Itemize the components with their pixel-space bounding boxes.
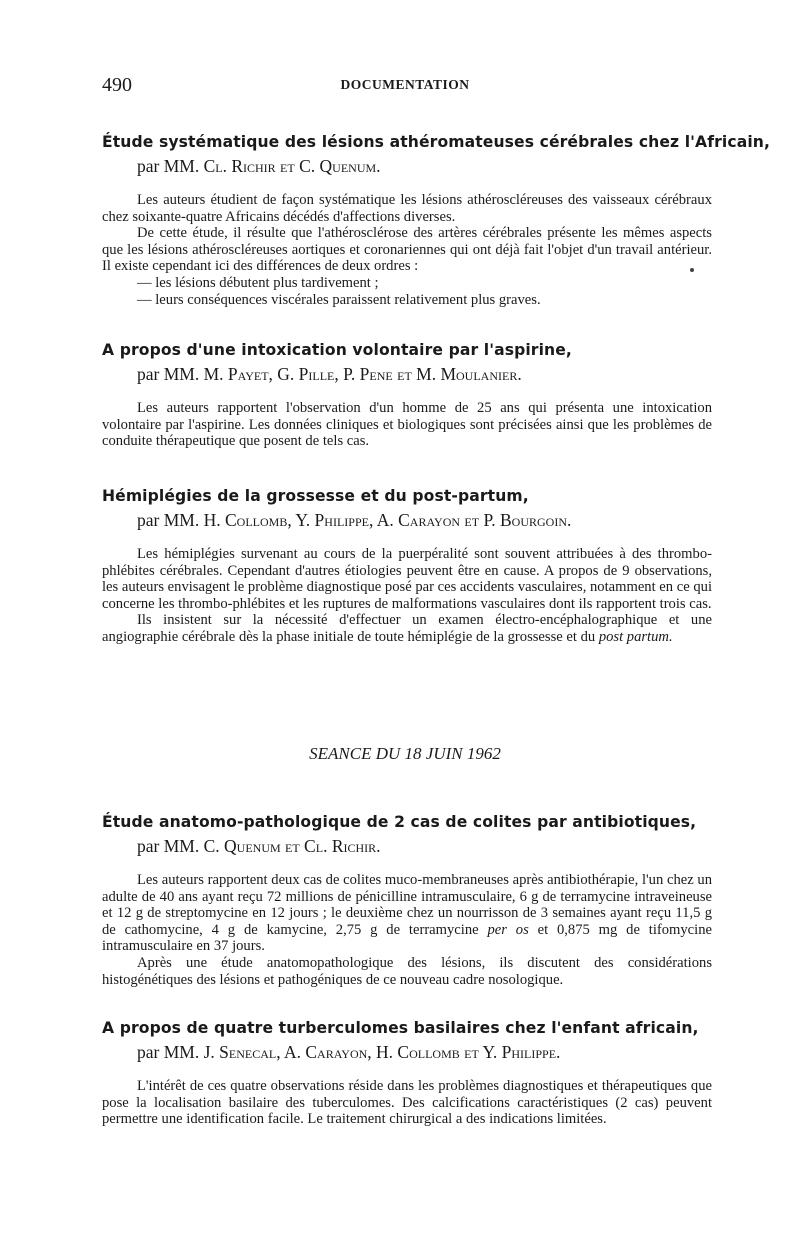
article-abstract [102, 1078, 712, 1128]
author-names: J. Senecal, A. Carayon, H. Collomb et Y. Philippe. [203, 1042, 561, 1062]
article-authors: par MM. M. Payet, G. Pille, P. Pene et M. Moulanier. [137, 364, 522, 384]
paragraph: Les auteurs rapportent l'observation d'un homme de 25 ans qui présenta une intoxication volontaire par l'aspirine. Les données cliniques et biologiques sont précisées ainsi que les problèmes de conduite thérapeutique que posent de tels cas. [102, 400, 712, 450]
article-title: Hémiplégies de la grossesse et du post-partum, [102, 487, 529, 505]
list-item: — les lésions débutent plus tardivement ; [137, 274, 379, 291]
article-authors: par MM. Cl. Richir et C. Quenum. [137, 156, 381, 176]
paragraph: Les auteurs rapportent deux cas de colites muco-membraneuses après antibiothérapie, l'un chez un adulte de 40 ans ayant reçu 72 millions de pénicilline intramusculaire, 6 g de terramycine intraveineuse et 12 g de streptomycine en 12 jours ; le deuxième chez un nourrisson de 3 semaines ayant reçu 11,5 g de cathomycine, 4 g de kamycine, 2,75 g de terramycine per os et 0,875 mg de tifomycine intramusculaire en 37 jours. [102, 872, 712, 955]
paragraph: L'intérêt de ces quatre observations réside dans les problèmes diagnostiques et thérapeutiques que pose la localisation basilaire des tuberculomes. Des calcifications caractéristiques (2 cas) peuvent permettre une identification facile. Le traitement chirurgical a des indications limitées. [102, 1078, 712, 1128]
paragraph: De cette étude, il résulte que l'athérosclérose des artères cérébrales présente les mêmes aspects que les lésions athéroscléreuses aortiques et coronariennes qui ont déjà fait l'objet d'un travail antérieur. Il existe cependant ici des différences de deux ordres : [102, 225, 712, 275]
author-names: H. Collomb, Y. Philippe, A. Carayon et P. Bourgoin. [203, 510, 572, 530]
article-title: Étude systématique des lésions athéromateuses cérébrales chez l'Africain, [102, 133, 770, 151]
session-heading: SEANCE DU 18 JUIN 1962 [309, 744, 501, 763]
list-item: — leurs conséquences viscérales paraissent relativement plus graves. [137, 291, 541, 308]
paragraph: Ils insistent sur la nécessité d'effectuer un examen électro-encéphalographique et une angiographie cérébrale dès la phase initiale de toute hémiplégie de la grossesse et du post partum. [102, 612, 712, 645]
article-title: A propos d'une intoxication volontaire par l'aspirine, [102, 341, 572, 359]
page-number: 490 [102, 74, 132, 96]
article-authors: par MM. C. Quenum et Cl. Richir. [137, 836, 381, 856]
paragraph: Après une étude anatomopathologique des lésions, ils discutent des considérations histogénétiques des lésions et pathogéniques de ce nouveau cadre nosologique. [102, 954, 712, 988]
article-title: Étude anatomo-pathologique de 2 cas de colites par antibiotiques, [102, 813, 697, 831]
article-abstract [102, 400, 712, 450]
paragraph: Les hémiplégies survenant au cours de la puerpéralité sont souvent attribuées à des thrombo-phlébites cérébrales. Cependant d'autres étiologies peuvent être en cause. A propos de 9 observations, les auteurs envisagent le problème diagnostique posé par ces accidents vasculaires, notamment en ce qui concerne les thrombo-phlébites et les ruptures de malformations vasculaires dont ils rapportent trois cas. [102, 546, 712, 612]
print-speck [690, 268, 694, 272]
author-names: Cl. Richir et C. Quenum. [203, 156, 381, 176]
article-authors: par MM. H. Collomb, Y. Philippe, A. Carayon et P. Bourgoin. [137, 510, 572, 530]
author-names: C. Quenum et Cl. Richir. [203, 836, 381, 856]
running-title: DOCUMENTATION [340, 77, 470, 92]
article-authors: par MM. J. Senecal, A. Carayon, H. Collomb et Y. Philippe. [137, 1042, 561, 1062]
article-abstract [102, 192, 712, 308]
article-abstract [102, 872, 712, 988]
article-title: A propos de quatre turberculomes basilaires chez l'enfant africain, [102, 1019, 699, 1037]
article-abstract [102, 546, 712, 646]
author-names: M. Payet, G. Pille, P. Pene et M. Moulanier. [203, 364, 522, 384]
paragraph: Les auteurs étudient de façon systématique les lésions athéroscléreuses des vaisseaux cérébraux chez soixante-quatre Africains décédés d'affections diverses. [102, 192, 712, 225]
